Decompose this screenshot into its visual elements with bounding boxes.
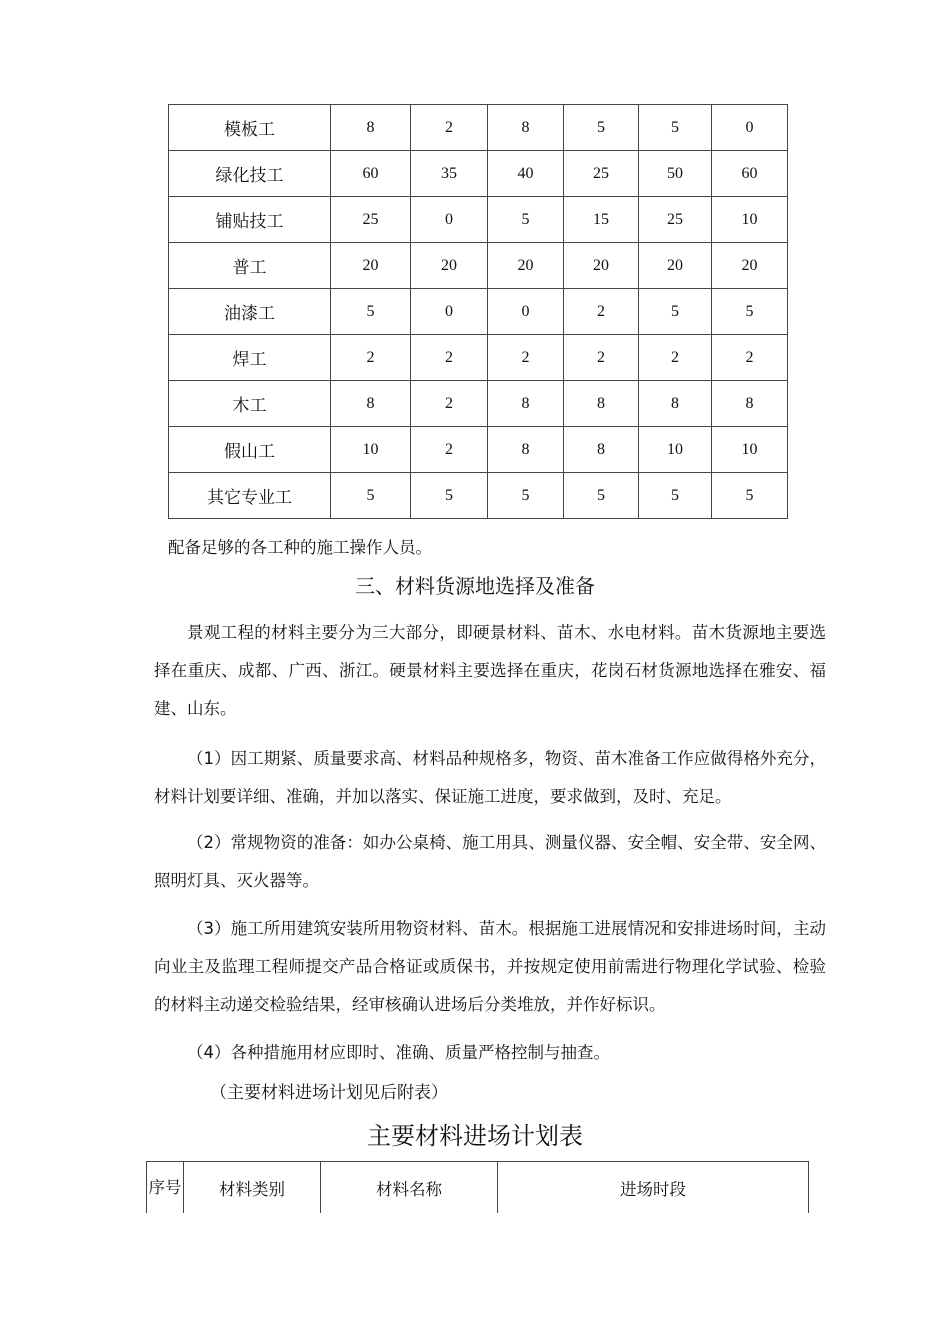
table-row xyxy=(169,197,788,243)
table-row xyxy=(169,381,788,427)
headcount-cell: 8 xyxy=(564,427,639,473)
headcount-cell: 10 xyxy=(639,427,712,473)
headcount-cell: 15 xyxy=(564,197,639,243)
table-row xyxy=(169,289,788,335)
headcount-cell: 8 xyxy=(639,381,712,427)
header-material-name: 材料名称 xyxy=(321,1162,498,1213)
trade-name-cell: 模板工 xyxy=(169,105,331,151)
headcount-cell: 8 xyxy=(331,381,411,427)
headcount-cell: 20 xyxy=(564,243,639,289)
headcount-cell: 2 xyxy=(712,335,788,381)
headcount-cell: 40 xyxy=(488,151,564,197)
headcount-cell: 2 xyxy=(411,105,488,151)
headcount-cell: 5 xyxy=(712,289,788,335)
trade-name-cell: 绿化技工 xyxy=(169,151,331,197)
headcount-cell: 8 xyxy=(488,105,564,151)
material-table-header xyxy=(146,1161,809,1213)
headcount-cell: 8 xyxy=(488,427,564,473)
table-row xyxy=(169,151,788,197)
headcount-cell: 0 xyxy=(411,197,488,243)
material-table-title: 主要材料进场计划表 xyxy=(367,1122,583,1150)
headcount-cell: 2 xyxy=(331,335,411,381)
trade-name-cell: 假山工 xyxy=(169,427,331,473)
headcount-cell: 2 xyxy=(488,335,564,381)
table-row xyxy=(169,105,788,151)
headcount-cell: 10 xyxy=(712,197,788,243)
headcount-cell: 5 xyxy=(331,289,411,335)
trade-name-cell: 其它专业工 xyxy=(169,473,331,519)
headcount-cell: 20 xyxy=(331,243,411,289)
paragraph-item-2: （2）常规物资的准备：如办公桌椅、施工用具、测量仪器、安全帽、安全带、安全网、照明灯具、灭火器等。 xyxy=(154,833,826,890)
header-material-category: 材料类别 xyxy=(184,1162,321,1213)
paragraph-item-3: （3）施工所用建筑安装所用物资材料、苗木。根据施工进展情况和安排进场时间，主动向业主及监理工程师提交产品合格证或质保书，并按规定使用前需进行物理化学试验、检验的材料主动递交检验结果，经审核确认进场后分类堆放，并作好标识。 xyxy=(154,919,826,1014)
trade-name-cell: 木工 xyxy=(169,381,331,427)
staffing-note: 配备足够的各工种的施工操作人员。 xyxy=(168,538,432,557)
headcount-cell: 20 xyxy=(712,243,788,289)
trade-name-cell: 铺贴技工 xyxy=(169,197,331,243)
headcount-cell: 2 xyxy=(639,335,712,381)
headcount-cell: 50 xyxy=(639,151,712,197)
header-serial-number: 序号 xyxy=(147,1162,184,1213)
headcount-cell: 5 xyxy=(564,105,639,151)
headcount-cell: 5 xyxy=(488,197,564,243)
header-entry-period: 进场时段 xyxy=(620,1179,686,1199)
headcount-cell: 25 xyxy=(639,197,712,243)
labor-table-body xyxy=(169,105,788,519)
headcount-cell: 0 xyxy=(712,105,788,151)
table-row xyxy=(169,243,788,289)
headcount-cell: 5 xyxy=(564,473,639,519)
headcount-cell: 5 xyxy=(488,473,564,519)
section-heading: 三、材料货源地选择及准备 xyxy=(355,574,595,598)
headcount-cell: 5 xyxy=(639,289,712,335)
headcount-cell: 5 xyxy=(411,473,488,519)
headcount-cell: 0 xyxy=(411,289,488,335)
headcount-cell: 8 xyxy=(564,381,639,427)
trade-name-cell: 普工 xyxy=(169,243,331,289)
headcount-cell: 60 xyxy=(712,151,788,197)
appendix-reference: （主要材料进场计划见后附表） xyxy=(210,1083,448,1103)
headcount-cell: 5 xyxy=(639,473,712,519)
labor-table xyxy=(168,104,788,519)
headcount-cell: 2 xyxy=(411,381,488,427)
headcount-cell: 8 xyxy=(488,381,564,427)
headcount-cell: 5 xyxy=(331,473,411,519)
headcount-cell: 2 xyxy=(564,335,639,381)
headcount-cell: 20 xyxy=(411,243,488,289)
paragraph-materials-overview: 景观工程的材料主要分为三大部分，即硬景材料、苗木、水电材料。苗木货源地主要选择在重庆、成都、广西、浙江。硬景材料主要选择在重庆，花岗石材货源地选择在雅安、福建、山东。 xyxy=(154,623,826,718)
table-row xyxy=(169,473,788,519)
headcount-cell: 5 xyxy=(639,105,712,151)
headcount-cell: 10 xyxy=(712,427,788,473)
headcount-cell: 25 xyxy=(331,197,411,243)
table-row xyxy=(169,427,788,473)
trade-name-cell: 油漆工 xyxy=(169,289,331,335)
headcount-cell: 35 xyxy=(411,151,488,197)
headcount-cell: 20 xyxy=(488,243,564,289)
headcount-cell: 10 xyxy=(331,427,411,473)
headcount-cell: 25 xyxy=(564,151,639,197)
headcount-cell: 8 xyxy=(712,381,788,427)
headcount-cell: 2 xyxy=(411,427,488,473)
headcount-cell: 60 xyxy=(331,151,411,197)
headcount-cell: 0 xyxy=(488,289,564,335)
headcount-cell: 5 xyxy=(712,473,788,519)
headcount-cell: 2 xyxy=(411,335,488,381)
headcount-cell: 2 xyxy=(564,289,639,335)
paragraph-item-4: （4）各种措施用材应即时、准确、质量严格控制与抽查。 xyxy=(187,1043,610,1062)
headcount-cell: 8 xyxy=(331,105,411,151)
headcount-cell: 20 xyxy=(639,243,712,289)
paragraph-item-1: （1）因工期紧、质量要求高、材料品种规格多，物资、苗木准备工作应做得格外充分，材料计划要详细、准确，并加以落实、保证施工进度，要求做到，及时、充足。 xyxy=(154,749,826,806)
trade-name-cell: 焊工 xyxy=(169,335,331,381)
table-row xyxy=(169,335,788,381)
